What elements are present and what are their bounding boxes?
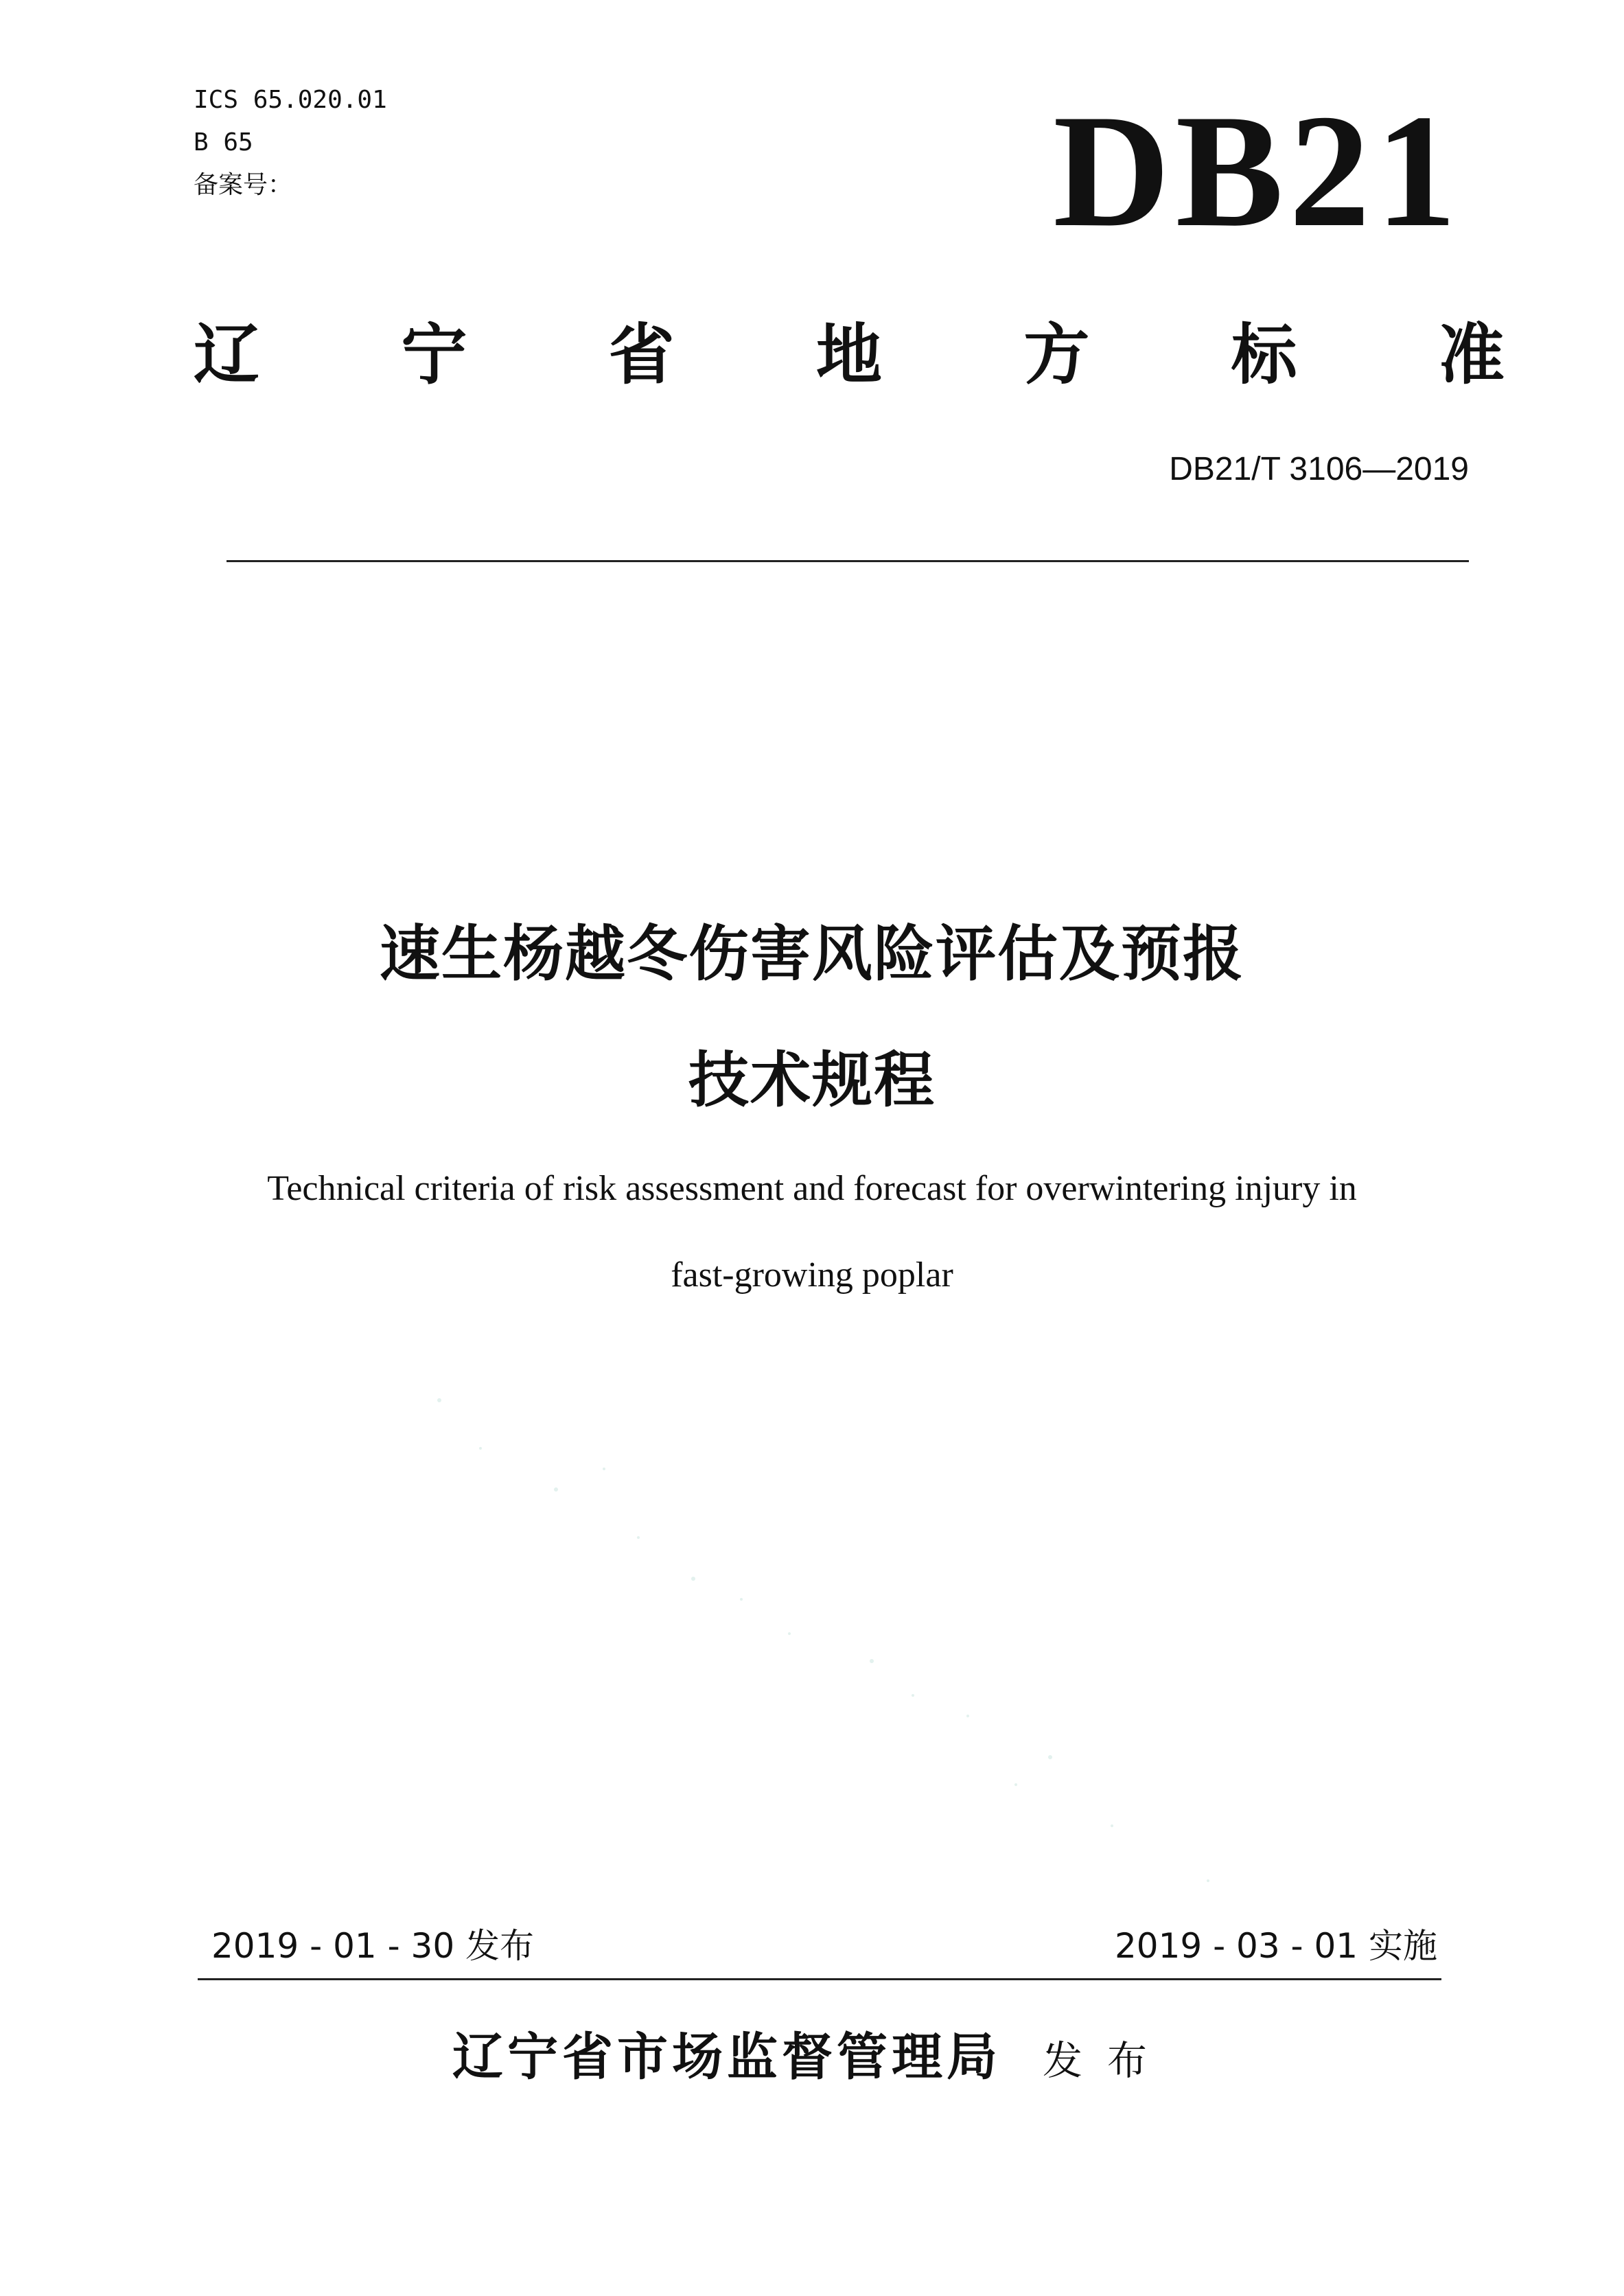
standard-type-heading <box>194 317 1505 393</box>
implementation-date: 2019 - 03 - 01 实施 <box>1114 1926 1437 1966</box>
standard-type-char: 方 <box>1023 316 1090 393</box>
publish-action: 发布 <box>1042 2037 1172 2084</box>
ics-code: ICS 65.020.01 <box>194 86 387 114</box>
issue-date: 2019 - 01 - 30 发布 <box>211 1926 535 1966</box>
standard-type-char: 地 <box>815 316 882 393</box>
standard-type-char: 宁 <box>401 316 467 393</box>
record-number-label: 备案号： <box>194 171 293 199</box>
standard-type-char: 准 <box>1438 316 1505 393</box>
classification-code: B 65 <box>194 128 253 156</box>
chinese-title-line-2: 技术规程 <box>688 1045 936 1115</box>
chinese-title-line-1: 速生杨越冬伤害风险评估及预报 <box>379 918 1244 989</box>
standard-type-char: 标 <box>1231 316 1297 393</box>
publisher-line <box>0 2028 1624 2087</box>
standard-type-char: 省 <box>608 316 675 393</box>
standard-logo: DB21 <box>1053 82 1462 261</box>
top-divider <box>227 560 1469 562</box>
english-title-line-1: Technical criteria of risk assessment and forecast for overwintering injury in <box>267 1169 1357 1208</box>
english-title-line-2: fast-growing poplar <box>671 1255 953 1295</box>
standard-type-char: 辽 <box>194 316 259 393</box>
publisher-name: 辽宁省市场监督管理局 <box>452 2028 1001 2087</box>
bottom-divider <box>198 1978 1441 1980</box>
standard-number: DB21/T 3106—2019 <box>1169 451 1469 487</box>
